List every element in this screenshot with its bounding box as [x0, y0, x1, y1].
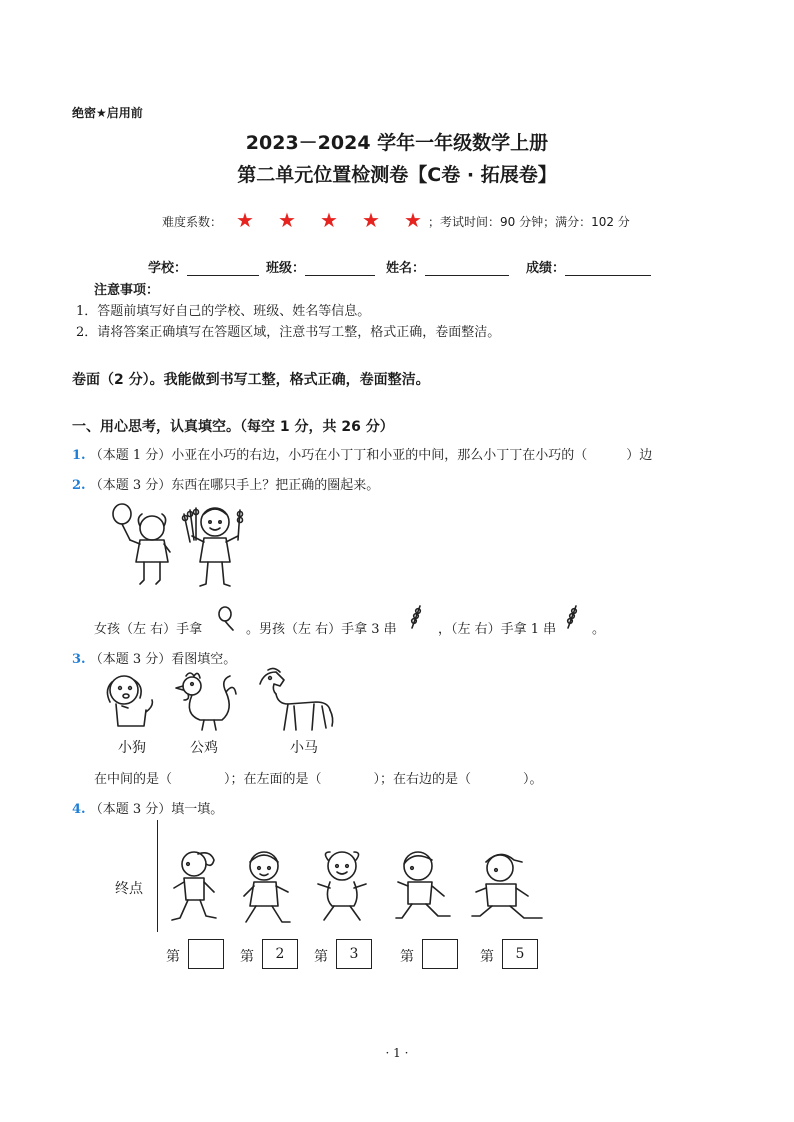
class-field[interactable] — [266, 257, 375, 276]
notes-item-1: 1．答题前填写好自己的学校、班级、姓名等信息。 — [76, 304, 371, 319]
page-number: · 1 · — [385, 1046, 409, 1060]
neatness-line: 卷面（2 分）。我能做到书写工整，格式正确，卷面整洁。 — [72, 372, 430, 388]
ordinal-label: 第 — [400, 949, 414, 965]
answer-box-3: 3 — [336, 939, 372, 969]
exam-time-score: ；考试时间：90 分钟；满分：102 分 — [428, 215, 630, 229]
star-icon: ★ — [362, 208, 380, 232]
question-2 — [72, 474, 379, 493]
star-icon: ★ — [236, 208, 254, 232]
q3-fill-line: 在中间的是（ ）；在左面的是（ ）；在右边的是（ ）。 — [94, 772, 543, 787]
ordinal-label: 第 — [314, 949, 328, 965]
score-blank[interactable] — [565, 261, 651, 276]
dog-illustration — [100, 672, 160, 732]
q2-part-1: 女孩（左 右）手拿 — [94, 622, 203, 637]
skewer-icon — [564, 604, 580, 630]
skewer-icon — [408, 604, 424, 630]
answer-box-4[interactable] — [422, 939, 458, 969]
name-blank[interactable] — [425, 261, 509, 276]
ordinal-label: 第 — [166, 949, 180, 965]
runner-illustration — [312, 848, 372, 932]
notes-heading: 注意事项： — [94, 283, 160, 298]
balloon-icon — [217, 606, 237, 632]
children-illustration — [100, 500, 270, 590]
name-label: 姓名： — [386, 261, 426, 276]
q2-part-3: ，（左 右）手拿 1 串 — [438, 622, 557, 637]
score-field[interactable] — [526, 257, 651, 276]
star-icon: ★ — [320, 208, 338, 232]
answer-box-1[interactable] — [188, 939, 224, 969]
animal-label-dog: 小狗 — [118, 740, 146, 756]
answer-box-2: 2 — [262, 939, 298, 969]
question-text: （本题 3 分）看图填空。 — [89, 652, 237, 667]
class-label: 班级： — [266, 261, 306, 276]
question-number: 2. — [72, 478, 86, 493]
runner-illustration — [394, 848, 454, 932]
runner-illustration — [238, 848, 298, 932]
notes-item-2: 2．请将答案正确填写在答题区域，注意书写工整，格式正确，卷面整洁。 — [76, 325, 501, 340]
question-text: （本题 1 分）小亚在小巧的右边，小巧在小丁丁和小亚的中间，那么小丁丁在小巧的（ ）边 — [89, 448, 653, 463]
difficulty-label: 难度系数： — [162, 215, 223, 229]
school-blank[interactable] — [187, 261, 259, 276]
question-text: （本题 3 分）填一填。 — [89, 802, 224, 817]
ordinal-label: 第 — [480, 949, 494, 965]
question-number: 4. — [72, 802, 86, 817]
question-text: （本题 3 分）东西在哪只手上？把正确的圈起来。 — [89, 478, 380, 493]
rooster-illustration — [170, 670, 240, 732]
runner-illustration — [470, 848, 546, 932]
class-blank[interactable] — [305, 261, 375, 276]
question-number: 3. — [72, 652, 86, 667]
animal-label-horse: 小马 — [290, 740, 318, 756]
answer-box-5: 5 — [502, 939, 538, 969]
page-subtitle: 第二单元位置检测卷【C卷 · 拓展卷】 — [237, 164, 557, 186]
animal-label-rooster: 公鸡 — [190, 740, 218, 756]
school-field[interactable] — [148, 257, 259, 276]
section-heading: 一、用心思考，认真填空。（每空 1 分，共 26 分） — [72, 419, 394, 435]
q2-part-4: 。 — [592, 622, 606, 637]
question-3 — [72, 648, 236, 667]
page-title: 2023－2024 学年一年级数学上册 — [245, 132, 549, 154]
question-1 — [72, 444, 652, 463]
score-label: 成绩： — [526, 261, 566, 276]
star-icon: ★ — [404, 208, 422, 232]
finish-line — [157, 820, 158, 932]
school-label: 学校： — [148, 261, 188, 276]
horse-illustration — [254, 666, 336, 736]
question-number: 1. — [72, 448, 86, 463]
question-4 — [72, 798, 223, 817]
ordinal-label: 第 — [240, 949, 254, 965]
finish-label: 终点 — [115, 881, 143, 897]
q2-part-2: 。男孩（左 右）手拿 3 串 — [246, 622, 397, 637]
runner-illustration — [166, 848, 226, 932]
star-icon: ★ — [278, 208, 296, 232]
name-field[interactable] — [386, 257, 509, 276]
secret-label: 绝密★启用前 — [72, 106, 143, 120]
q2-answer-line — [94, 618, 202, 637]
